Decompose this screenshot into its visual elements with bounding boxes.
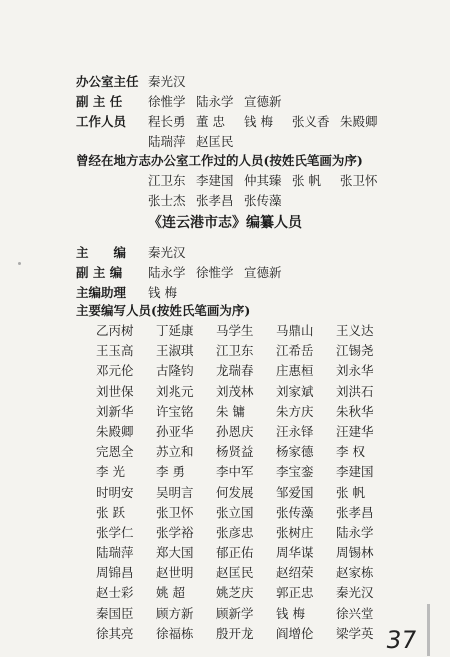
writer-name: 苏立和 [156, 444, 194, 460]
writer-name: 刘家斌 [276, 383, 314, 399]
writer-name: 阎增伦 [276, 625, 314, 641]
writer-name: 张学裕 [156, 524, 194, 540]
writer-name: 江锡尧 [336, 343, 374, 359]
staff-name: 程长勇 [148, 114, 186, 129]
writers-row [96, 382, 396, 402]
writer-name: 郑大国 [156, 545, 194, 561]
deputy-label: 副 主 任 [76, 94, 123, 109]
writers-row [96, 624, 396, 644]
director-name: 秦光汉 [148, 74, 186, 89]
writer-name: 刘新华 [96, 403, 134, 419]
editor-assistant-name: 钱 梅 [148, 285, 177, 300]
writer-name: 张学仁 [96, 524, 134, 540]
writer-name: 汪建华 [336, 423, 374, 439]
writer-name: 刘茂林 [216, 383, 254, 399]
former-staff-name: 仲其臻 [244, 173, 282, 188]
deputy-editor-name: 陆永学 [148, 265, 186, 280]
deputy-name: 徐惟学 [148, 94, 186, 109]
writers-row [96, 503, 396, 523]
writer-name: 李 光 [96, 464, 125, 480]
former-staff-name: 张士杰 [148, 193, 186, 208]
writer-name: 时明安 [96, 484, 134, 500]
writer-name: 张卫怀 [156, 504, 194, 520]
writer-name: 邹爱国 [276, 484, 314, 500]
writers-row [96, 543, 396, 563]
writer-name: 李宝銮 [276, 464, 314, 480]
staff-name: 钱 梅 [244, 114, 273, 129]
writer-name: 赵家栋 [336, 565, 374, 581]
writers-row [96, 604, 396, 624]
writer-name: 周锦昌 [96, 565, 134, 581]
writer-name: 龙瑞春 [216, 363, 254, 379]
writer-name: 吴明言 [156, 484, 194, 500]
former-staff-name: 李建国 [196, 173, 234, 188]
writer-name: 朱方庆 [276, 403, 314, 419]
writer-name: 钱 梅 [276, 605, 305, 621]
deputy-editor-name: 徐惟学 [196, 265, 234, 280]
writer-name: 朱殿卿 [96, 423, 134, 439]
writer-name: 杨家德 [276, 444, 314, 460]
director-label: 办公室主任 [76, 74, 139, 89]
writer-name: 姚芝庆 [216, 585, 254, 601]
writer-name: 陆永学 [336, 524, 374, 540]
writer-name: 朱秋华 [336, 403, 374, 419]
writer-name: 何发展 [216, 484, 254, 500]
writer-name: 张传藻 [276, 504, 314, 520]
former-staff-name: 江卫东 [148, 173, 186, 188]
writer-name: 王淑琪 [156, 343, 194, 359]
writers-label: 主要编写人员(按姓氏笔画为序) [76, 303, 251, 318]
writers-row [96, 422, 396, 442]
staff-name: 赵匡民 [196, 134, 234, 149]
deputy-editor-label: 副 主 编 [76, 265, 123, 280]
deputy-name: 宣德新 [244, 94, 282, 109]
writer-name: 王玉高 [96, 343, 134, 359]
writer-name: 江卫东 [216, 343, 254, 359]
scan-edge-mark [427, 604, 430, 656]
writers-row [96, 341, 396, 361]
writer-name: 孙恩庆 [216, 423, 254, 439]
writer-name: 刘洪石 [336, 383, 374, 399]
writer-name: 马鼎山 [276, 323, 314, 338]
writer-name: 李 勇 [156, 464, 185, 480]
writer-name: 殷开龙 [216, 625, 254, 641]
writer-name: 赵绍荣 [276, 565, 314, 581]
writer-name: 徐其亮 [96, 625, 134, 641]
writers-row [96, 361, 396, 381]
writer-name: 周锡林 [336, 545, 374, 561]
writer-name: 周华谋 [276, 545, 314, 561]
deputy-editor-name: 宣德新 [244, 265, 282, 280]
former-staff-name: 张传藻 [244, 193, 282, 208]
writer-name: 徐兴堂 [336, 605, 374, 621]
former-staff-name: 张 帆 [292, 173, 321, 188]
writer-name: 赵士彩 [96, 585, 134, 601]
writer-name: 张 跃 [96, 504, 125, 520]
writer-name: 马学生 [216, 323, 254, 338]
writer-name: 郁正佑 [216, 545, 254, 561]
deputy-name: 陆永学 [196, 94, 234, 109]
chief-editor-label: 主 编 [76, 245, 127, 260]
writer-name: 张立国 [216, 504, 254, 520]
writers-row [96, 523, 396, 543]
writer-name: 顾方新 [156, 605, 194, 621]
writers-grid [96, 321, 396, 644]
writer-name: 许宝铭 [156, 403, 194, 419]
scan-speck [18, 262, 21, 265]
writer-name: 梁学英 [336, 625, 374, 641]
writer-name: 孙亚华 [156, 423, 194, 439]
writer-name: 邓元伦 [96, 363, 134, 379]
page-number: 37 [384, 626, 419, 654]
former-staff-name: 张卫怀 [340, 173, 378, 188]
writer-name: 李建国 [336, 464, 374, 480]
writer-name: 朱 镛 [216, 403, 245, 419]
writer-name: 秦光汉 [336, 585, 374, 601]
staff-name: 张义香 [292, 114, 330, 129]
writer-name: 古隆钧 [156, 363, 194, 379]
writers-row [96, 321, 396, 341]
writer-name: 张孝昌 [336, 504, 374, 520]
writer-name: 丁延康 [156, 323, 194, 338]
editor-assistant-label: 主编助理 [76, 285, 127, 300]
writer-name: 陆瑞萍 [96, 545, 134, 561]
staff-name: 陆瑞萍 [148, 134, 186, 149]
writer-name: 张 帆 [336, 484, 365, 500]
writer-name: 顾新学 [216, 605, 254, 621]
former-staff-label: 曾经在地方志办公室工作过的人员(按姓氏笔画为序) [76, 153, 363, 168]
writer-name: 完恩全 [96, 444, 134, 460]
writer-name: 汪永铎 [276, 423, 314, 439]
writer-name: 杨贤益 [216, 444, 254, 460]
writer-name: 江希岳 [276, 343, 314, 359]
writer-name: 王义达 [336, 323, 374, 338]
writer-name: 李 权 [336, 444, 365, 460]
writer-name: 赵匡民 [216, 565, 254, 581]
staff-label: 工作人员 [76, 114, 127, 129]
writer-name: 秦国臣 [96, 605, 134, 621]
staff-name: 董 忠 [196, 114, 225, 129]
chief-editor-name: 秦光汉 [148, 245, 186, 260]
writer-name: 徐福栋 [156, 625, 194, 641]
writers-row [96, 402, 396, 422]
section-title: 《连云港市志》编纂人员 [148, 215, 302, 231]
writer-name: 刘永华 [336, 363, 374, 379]
writer-name: 张树庄 [276, 524, 314, 540]
writers-row [96, 462, 396, 482]
writer-name: 庄惠桓 [276, 363, 314, 379]
former-staff-name: 张孝昌 [196, 193, 234, 208]
writer-name: 刘兆元 [156, 383, 194, 399]
writers-row [96, 583, 396, 603]
staff-name: 朱殿卿 [340, 114, 378, 129]
writer-name: 李中军 [216, 464, 254, 480]
writers-row [96, 442, 396, 462]
writer-name: 郭正忠 [276, 585, 314, 601]
writers-row [96, 483, 396, 503]
writers-row [96, 563, 396, 583]
writer-name: 赵世明 [156, 565, 194, 581]
writer-name: 张彦忠 [216, 524, 254, 540]
writer-name: 刘世保 [96, 383, 134, 399]
writer-name: 姚 超 [156, 585, 185, 601]
writer-name: 乙丙树 [96, 323, 134, 338]
